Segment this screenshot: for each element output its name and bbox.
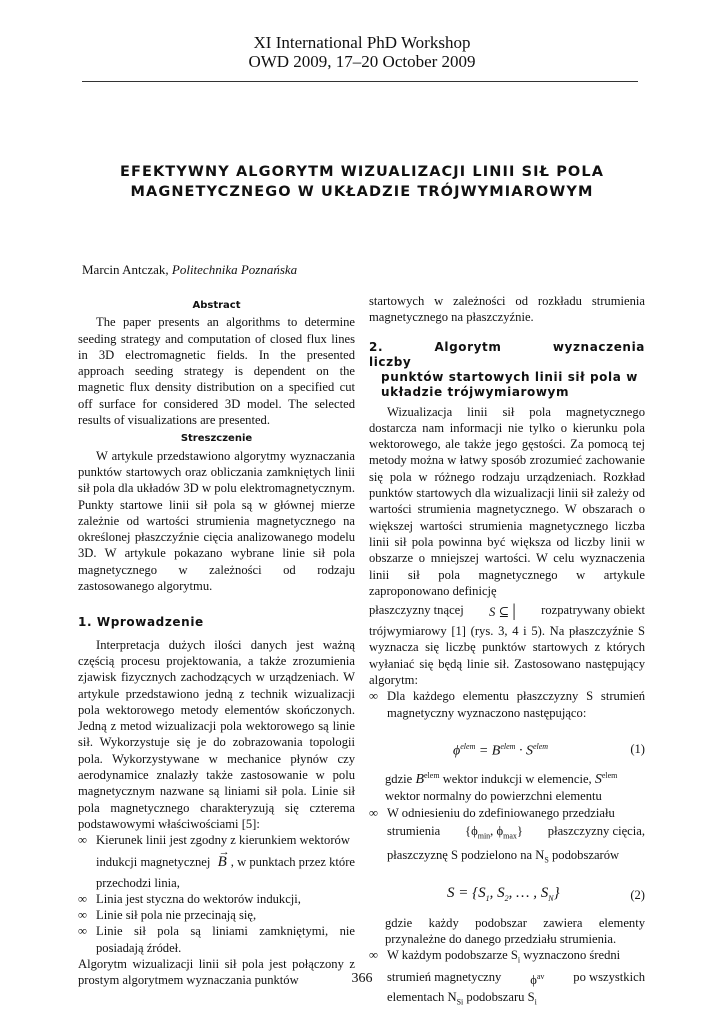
- header-dates: OWD 2009, 17–20 October 2009: [248, 52, 476, 71]
- abstract-text: The paper presents an algorithms to determine seeding strategy and computation of closed flux lines in 3D electromagnetic fields. In the presented approach seeding strategy is dependent on the magnetic flux density distribution on a specified cut off surface for considered 3D model. The selected results of visualizations are presented.: [78, 315, 355, 428]
- section-2-paragraph: Wizualizacja linii sił pola magnetycznego dostarcza nam informacji nie tylko o kierunku pola wektorowego, ale także jego gęstości. Za pomocą tej metody można w łatwy sposób zrozumieć zachowanie się pola w różnego rodzaju urządzeniach. Rozkład punktów startowych dla wizualizacji linii sił zależy od wartości strumienia magnetycznego. W obszarach o większej wartości strumienia magnetycznego liczba linii sił pola powinna być większa od liczby linii w obszarze o mniejszej wartości. W celu wyznaczenia linii sił pola magnetycznego w artykule zaproponowano definicję: [369, 404, 645, 598]
- bullet-1-text-a: Kierunek linii jest zgodny z kierunkiem wektorów: [96, 833, 350, 848]
- section-1-closing: Algorytm wizualizacji linii sił pola jest połączony z prostym algorytmem wyznaczania punktów: [78, 956, 355, 988]
- header-rule: [82, 81, 638, 82]
- paper-title: [60, 162, 664, 202]
- bullet-2-text: Linia jest styczna do wektorów indukcji,: [96, 891, 301, 906]
- equation-1-number: (1): [630, 741, 645, 756]
- algo-bullet-3: ∞ W każdym podobszarze $S_i$ wyznaczono średni strumień magnetyczny $\phi^{av}$ po wszystkich elementach $N_{Si}$ podobszaru $S_i$: [369, 948, 645, 1007]
- header-workshop: XI International PhD Workshop: [253, 33, 471, 52]
- equation-2-where: gdzie każdy podobszar zawiera elementy przynależne do danego przedziału strumienia.: [385, 915, 645, 947]
- bullet-3: [78, 907, 355, 923]
- bullet-symbol: ∞: [78, 833, 87, 848]
- left-column: [78, 298, 355, 989]
- equation-2: [369, 873, 645, 915]
- bullet-symbol: ∞: [369, 806, 378, 821]
- bullet-symbol: ∞: [78, 908, 87, 923]
- equation-1-body: $\phi^{elem} = B^{elem} \cdot S^{elem}$: [453, 741, 549, 759]
- right-column: [369, 293, 645, 1010]
- cut-plane-text-a: płaszczyzny tnącej: [369, 603, 464, 618]
- section-1-paragraph: Interpretacja dużych ilości danych jest ważną częścią procesu projektowania, a także zrozumienia zjawisk fizycznych zachodzących w urządzeniach. W artykule przedstawiono jedną z technik wizualizacji pola wektorowego metody elementów skończonych. Jedną z metod wizualizacji pola wektorowego są linie sił. Wykorzystuje się je do zobrazowania topologii pola. Wykorzystywane w mechanice płynów czy aerodynamice znalazły także zastosowanie w polu magnetycznym nazwane są liniami sił pola. Linie sił pola magnetycznego charakteryzują się czterema podstawowymi właściwościami [5]:: [78, 637, 355, 831]
- algo-bullet-1: [369, 688, 645, 721]
- cut-plane-text-b: rozpatrywany obiekt: [541, 603, 645, 618]
- bullet-1: [78, 832, 355, 891]
- vector-s-elem: S: [594, 772, 602, 788]
- title-line-2: MAGNETYCZNEGO W UKŁADZIE TRÓJWYMIAROWYM: [130, 184, 594, 200]
- bullet-1-text-b: indukcji magnetycznej: [96, 854, 211, 869]
- equation-1-where: gdzie $B^{elem}$ wektor indukcji w elemencie, $S^{elem}$ wektor normalny do powierzchni elementu: [385, 770, 618, 804]
- bullet-4: [78, 923, 355, 956]
- cut-plane-definition: [369, 599, 645, 623]
- author-name: Marcin Antczak,: [82, 262, 172, 277]
- page-number: 366: [351, 971, 373, 986]
- bar-symbol: |: [512, 600, 516, 621]
- section-2-heading: [369, 340, 645, 400]
- algo-bullet-1-text: Dla każdego elementu płaszczyzny S strumień magnetyczny wyznaczono następująco:: [387, 689, 645, 720]
- equation-2-body: $S = \{S_1$, $S_2$, … , $S_N$}: [447, 884, 560, 903]
- cut-plane-s: S: [489, 605, 496, 620]
- author-line: [82, 262, 297, 278]
- equation-2-number: (2): [630, 887, 645, 902]
- equation-1: [369, 727, 645, 767]
- subset-symbol: ⊆: [498, 605, 510, 620]
- streszczenie-text: W artykule przedstawiono algorytmy wyznaczania punktów startowych oraz obliczania zamkniętych linii sił pola dla układów 3D w polu elektromagnetycznym. Punkty startowe linii sił pola są w głównej mierze zależnie od wartości strumienia magnetycznego na określonej płaszczyźnie cięcia analizowanego modelu 3D. W artykule pokazano wybrane linie sił pola magnetycznego w zależności od rodzaju zastosowanego algorytmu.: [78, 448, 355, 594]
- bullet-symbol: ∞: [78, 891, 87, 906]
- title-line-1: EFEKTYWNY ALGORYTM WIZUALIZACJI LINII SIŁ POLA: [119, 164, 605, 180]
- bullet-2: [78, 891, 355, 907]
- bullet-4-text: Linie sił pola są liniami zamkniętymi, nie posiadają źródeł.: [96, 924, 355, 955]
- vector-b-elem: B: [415, 772, 424, 788]
- bullet-symbol: ∞: [369, 948, 378, 963]
- section-2-line-1: 2. Algorytm wyznaczenia liczby: [369, 339, 645, 369]
- algo-bullet-2: ∞ W odniesieniu do zdefiniowanego przedziału strumienia {$\phi_{min}$, $\phi_{max}$} płaszczyzny cięcia, płaszczyznę S podzielono na $N_S$ podobszarów: [369, 806, 645, 865]
- section-2-line-3: układzie trójwymiarowym: [381, 384, 570, 399]
- section-2-line-2: punktów startowych linii sił pola w: [381, 369, 638, 384]
- vector-b: → B: [217, 845, 230, 870]
- bullet-symbol: ∞: [369, 689, 378, 704]
- bullet-1-text-c: , w punktach przez które przechodzi linia,: [96, 854, 356, 890]
- abstract-heading: Abstract: [192, 300, 241, 311]
- right-continuation: startowych w zależności od rozkładu strumienia magnetycznego na płaszczyźnie.: [369, 294, 645, 325]
- bullet-symbol: ∞: [78, 924, 87, 939]
- section-2-paragraph-b: trójwymiarowy [1] (rys. 3, 4 i 5). Na płaszczyźnie S wyznacza się liczbę punktów startowych z których wyłaniać się będą linie sił. Zastosowano następujący algorytm:: [369, 624, 645, 688]
- bullet-3-text: Linie sił pola nie przecinają się,: [96, 908, 257, 923]
- section-1-heading: 1. Wprowadzenie: [78, 615, 204, 630]
- streszczenie-heading: Streszczenie: [180, 433, 253, 445]
- author-affiliation: Politechnika Poznańska: [171, 262, 298, 277]
